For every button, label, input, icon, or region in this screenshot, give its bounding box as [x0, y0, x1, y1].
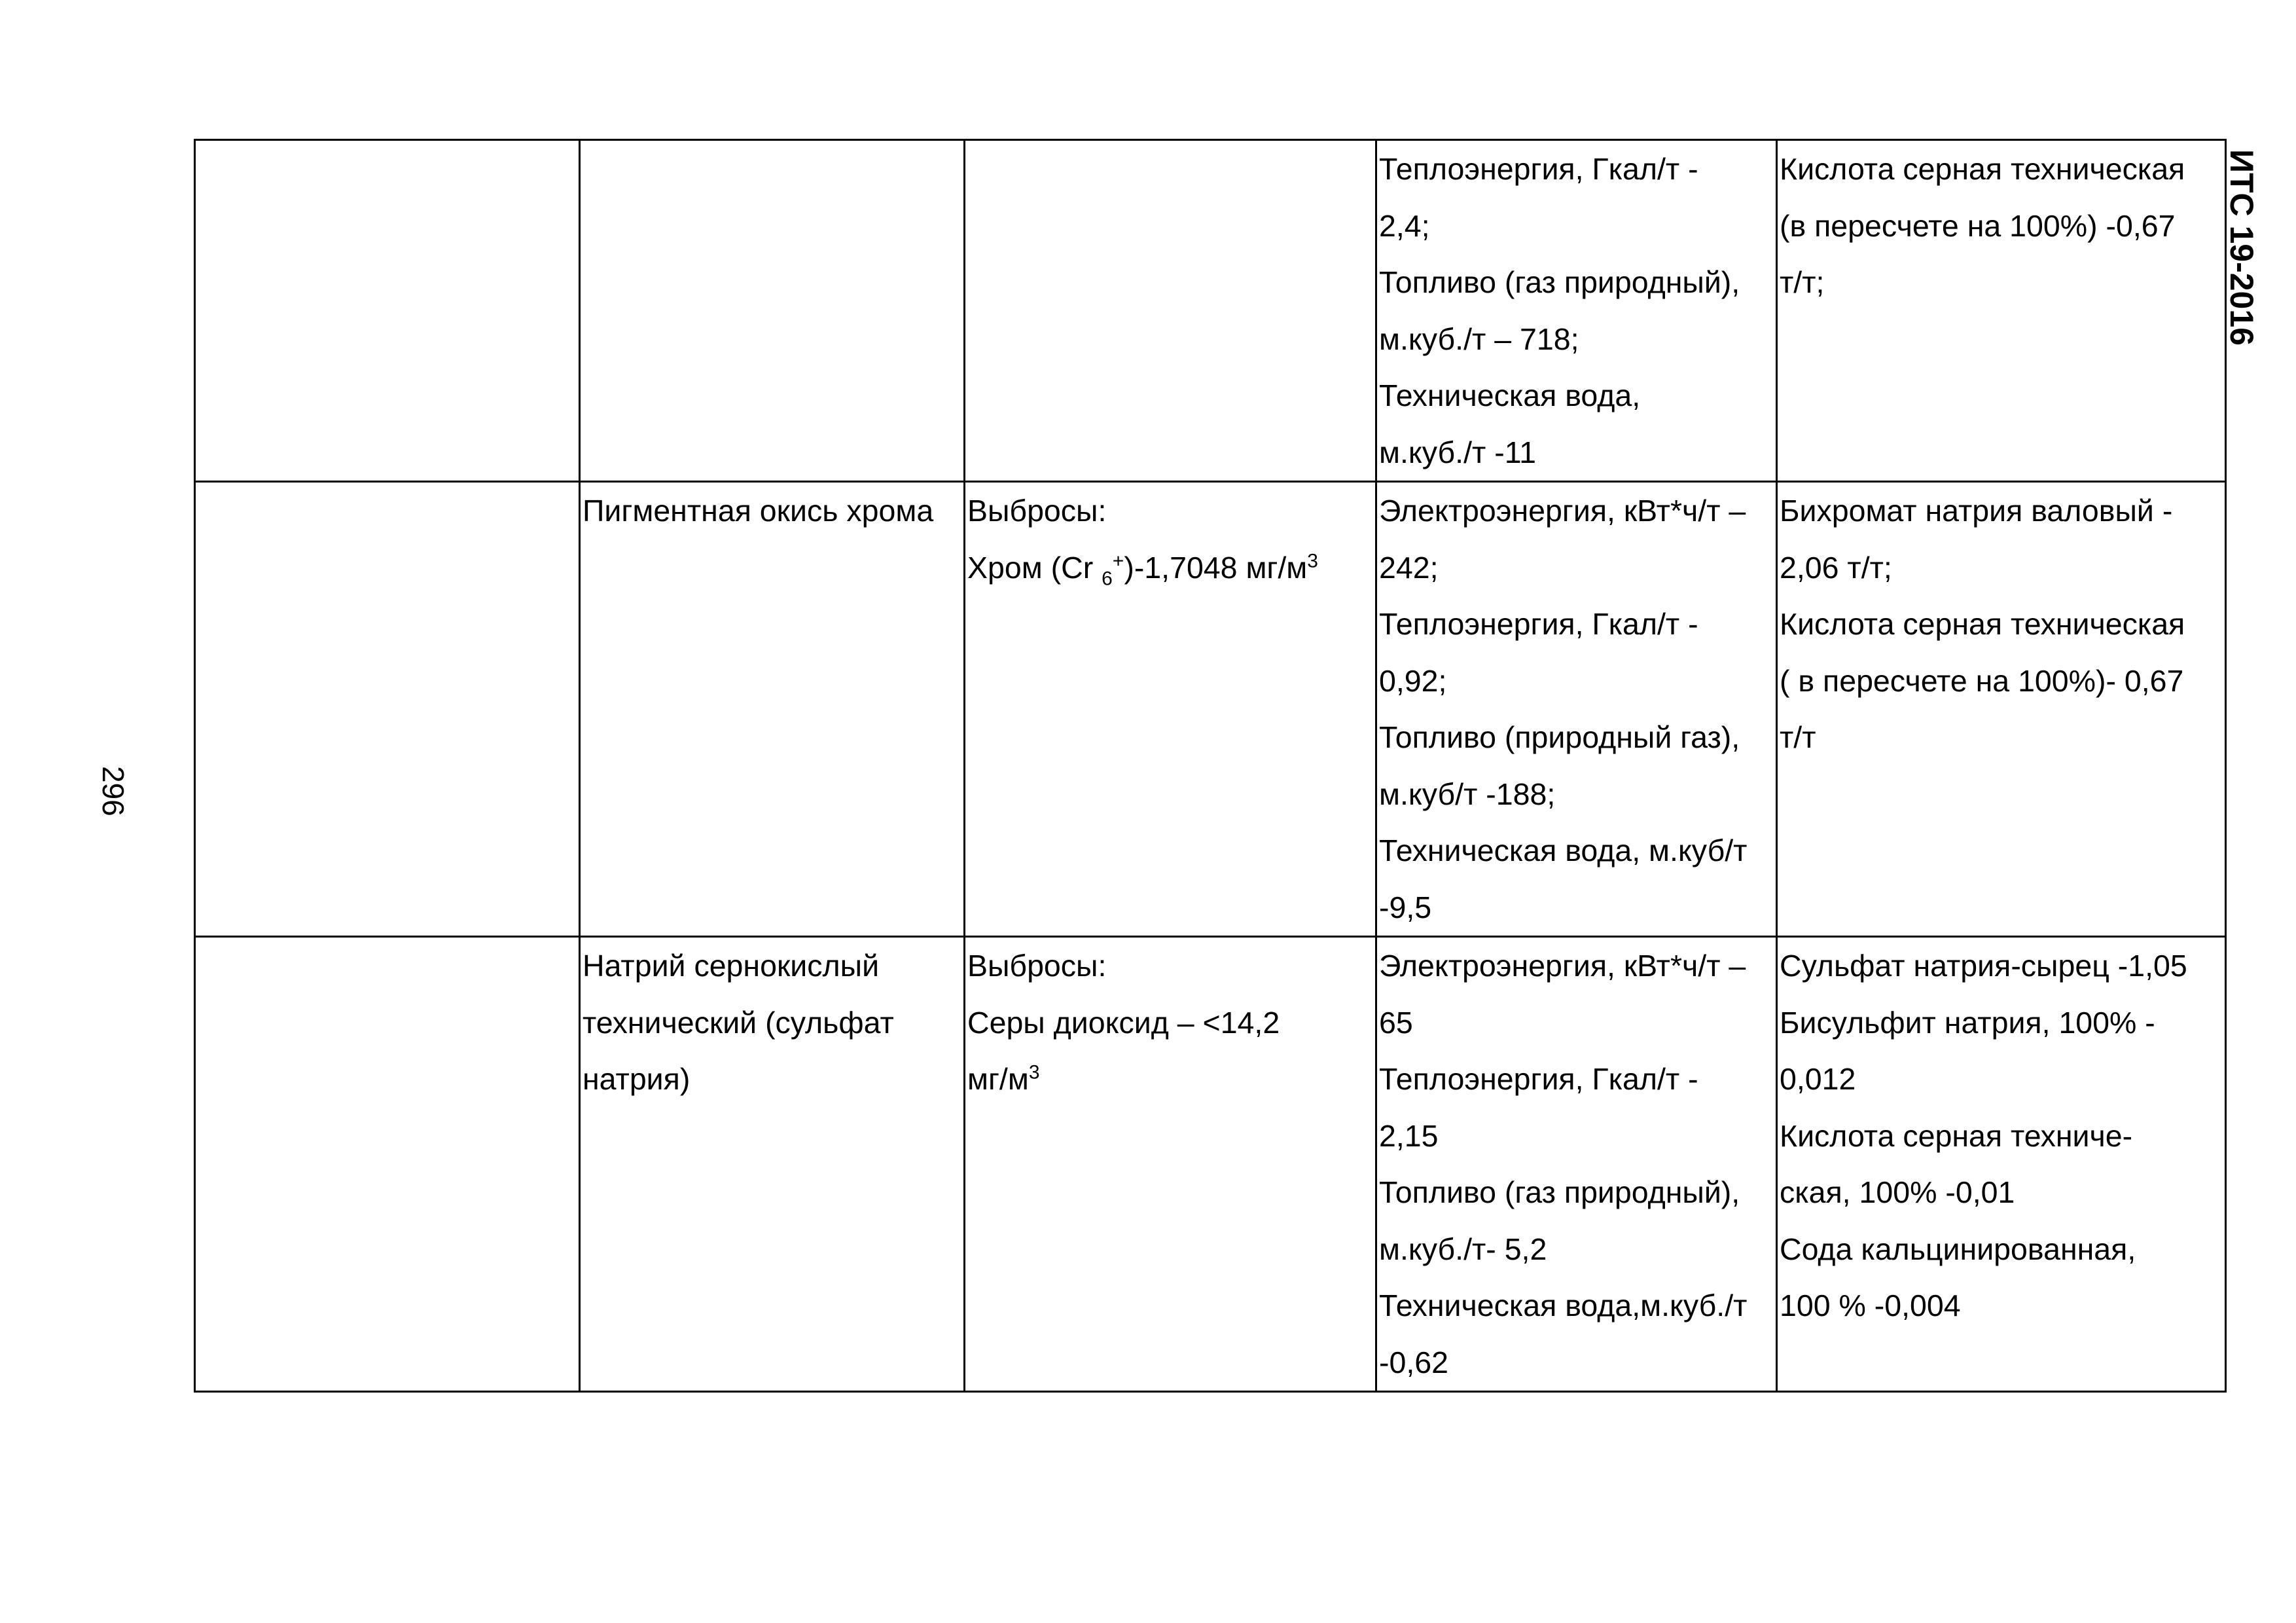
cell-line: -9,5 — [1379, 890, 1432, 924]
cell-line: Электроэнергия, кВт*ч/т – — [1379, 494, 1746, 528]
emissions-cell — [965, 482, 1376, 937]
cell-line: 2,15 — [1379, 1118, 1439, 1153]
cell-line: -0,62 — [1379, 1345, 1448, 1379]
cell-line: 2,4; — [1379, 208, 1430, 243]
cell-line: ская, 100% -0,01 — [1780, 1175, 2015, 1209]
cell-line: Теплоэнергия, Гкал/т - — [1379, 607, 1698, 641]
subscript: 6 — [1102, 567, 1113, 589]
energy-cell — [1376, 937, 1777, 1392]
emission-text: Хром (Cr — [967, 550, 1102, 585]
emissions-cell — [965, 937, 1376, 1392]
materials-cell — [1777, 937, 2226, 1392]
emission-text: мг/м — [967, 1062, 1029, 1096]
cell-line: Бихромат натрия валовый - — [1780, 494, 2173, 528]
cell-line: Топливо (газ природный), — [1379, 265, 1740, 299]
superscript: 3 — [1028, 1061, 1040, 1084]
cell-line: м.куб./т – 718; — [1379, 321, 1579, 356]
cell-line: Пигментная окись хрома — [583, 494, 934, 528]
category-cell — [195, 482, 580, 937]
superscript: + — [1112, 550, 1124, 572]
category-cell — [195, 140, 580, 482]
cell-line: Сульфат натрия-сырец -1,05 — [1780, 949, 2187, 983]
cell-line: 2,06 т/т; — [1780, 550, 1892, 585]
cell-line: 0,012 — [1780, 1062, 1856, 1096]
emissions-cell — [965, 140, 1376, 482]
cell-line: натрия) — [583, 1062, 691, 1096]
cell-line: Бисульфит натрия, 100% - — [1780, 1005, 2155, 1040]
cell-line: 65 — [1379, 1005, 1413, 1040]
table-row — [195, 140, 2226, 482]
cell-line: Выбросы: — [967, 494, 1107, 528]
table-row — [195, 482, 2226, 937]
cell-line: Топливо (газ природный), — [1379, 1175, 1740, 1209]
cell-line: 0,92; — [1379, 663, 1447, 698]
cell-line: м.куб./т -11 — [1379, 435, 1536, 469]
cell-line: Кислота серная техниче- — [1780, 1118, 2133, 1153]
cell-line: Выбросы: — [967, 949, 1107, 983]
cell-line: (в пересчете на 100%) -0,67 — [1780, 208, 2176, 243]
cell-line: Техническая вода, — [1379, 378, 1641, 412]
chromium-emission-line — [967, 539, 1375, 596]
cell-line: Топливо (природный газ), — [1379, 720, 1740, 754]
product-cell — [580, 937, 965, 1392]
category-cell — [195, 937, 580, 1392]
cell-line: м.куб./т- 5,2 — [1379, 1231, 1547, 1266]
cell-line: Кислота серная техническая — [1780, 152, 2185, 186]
cell-line: Кислота серная техническая — [1780, 607, 2185, 641]
superscript: 3 — [1307, 550, 1318, 572]
product-cell — [580, 482, 965, 937]
document-code: ИТС 19-2016 — [2223, 149, 2260, 346]
cell-line: Теплоэнергия, Гкал/т - — [1379, 152, 1698, 186]
cell-line: Электроэнергия, кВт*ч/т – — [1379, 949, 1746, 983]
data-table — [194, 139, 2227, 1393]
cell-line: технический (сульфат — [583, 1005, 894, 1040]
cell-line: Сода кальцинированная, — [1780, 1231, 2136, 1266]
energy-cell — [1376, 140, 1777, 482]
cell-line: Натрий сернокислый — [583, 949, 880, 983]
table-row — [195, 937, 2226, 1392]
materials-cell — [1777, 482, 2226, 937]
emission-text: )-1,7048 мг/м — [1124, 550, 1308, 585]
cell-line: Теплоэнергия, Гкал/т - — [1379, 1062, 1698, 1096]
cell-line: т/т — [1780, 720, 1816, 754]
cell-line: 242; — [1379, 550, 1439, 585]
unit-line — [967, 1051, 1375, 1108]
cell-line: Серы диоксид – <14,2 — [967, 1005, 1280, 1040]
cell-line: Техническая вода, м.куб/т — [1379, 833, 1748, 867]
cell-line: ( в пересчете на 100%)- 0,67 — [1780, 663, 2184, 698]
product-cell — [580, 140, 965, 482]
page-number: 296 — [96, 766, 130, 816]
cell-line: м.куб/т -188; — [1379, 776, 1556, 811]
energy-cell — [1376, 482, 1777, 937]
cell-line: 100 % -0,004 — [1780, 1288, 1961, 1322]
materials-cell — [1777, 140, 2226, 482]
cell-line: т/т; — [1780, 265, 1825, 299]
cell-line: Техническая вода,м.куб./т — [1379, 1288, 1748, 1322]
